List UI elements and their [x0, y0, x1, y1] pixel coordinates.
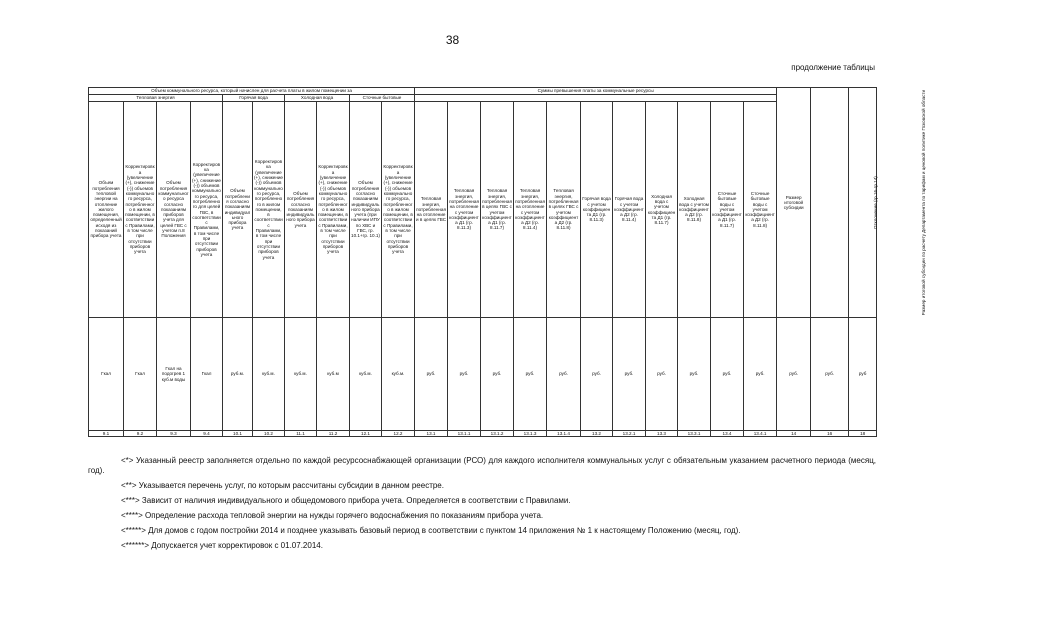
column-number: 13.4.1 — [744, 431, 777, 437]
header-cell: Холодная вода с учетом коэффициента Д2 (гр. 8.11.8) — [678, 102, 711, 318]
subgroup-cold-water: Холодная вода — [285, 95, 350, 102]
subsidy-registry-table — [88, 87, 927, 437]
column-number: 14 — [777, 431, 811, 437]
unit-cell: куб.м. — [382, 318, 415, 431]
header-cell: Горячая вода с учетом коэффициента Д1 (гр. 8.11.3) — [581, 102, 613, 318]
header-cell: Корректировка (увеличение (+), снижение (-)) объемов коммунального ресурса, потребленного в жилом помещении, в соответствии с Правилами, в том числе при отсутствии приборов учета — [317, 102, 350, 318]
column-number: 13.1 — [415, 431, 448, 437]
unit-cell: руб. — [448, 318, 481, 431]
header-cell: Объем потребления согласно показаниям индивидуального прибора учета (при наличии ИПУ по ХВС и ГВС, гр. 10.1+гр. 10.1) — [350, 102, 382, 318]
unit-cell: Гкал — [191, 318, 223, 431]
column-number: 9.1 — [89, 431, 124, 437]
column-number: 13.3.1 — [678, 431, 711, 437]
column-number: 16 — [811, 431, 849, 437]
unit-cell: куб.м. — [285, 318, 317, 431]
unit-cell: руб. — [811, 318, 849, 431]
header-cell: Объем потребления тепловой энергии на отопление жилого помещения, определенный исходя из показаний прибора учета — [89, 102, 124, 318]
column-number: 9.4 — [191, 431, 223, 437]
footnotes — [88, 456, 876, 556]
unit-cell: руб. — [415, 318, 448, 431]
unit-cell: куб.м. — [253, 318, 285, 431]
unit-cell: руб. — [613, 318, 646, 431]
unit-cell: руб. — [581, 318, 613, 431]
column-number: 13.1.3 — [514, 431, 547, 437]
header-cell: Сточные бытовые воды с учетом коэффициента Д2 (гр. 8.11.8) — [744, 102, 777, 318]
group-header-volume: Объем коммунального ресурса, который начислен для расчета платы в жилом помещении за — [89, 88, 415, 95]
unit-cell: руб. — [777, 318, 811, 431]
header-cell: Сточные бытовые воды с учетом коэффициента Д1 (гр. 8.11.7) — [711, 102, 744, 318]
column-number: 11.2 — [317, 431, 350, 437]
footnote: <***> Зависит от наличия индивидуального и общедомового прибора учета. Определяется в соответствии с Правилами. — [121, 496, 571, 505]
column-number: 12.1 — [350, 431, 382, 437]
header-cell: Корректировка (увеличение (+), снижение (-)) объемов коммунального ресурса, потребленного в жилом помещении, в соответствии с Правилами, в том числе при отсутствии приборов учета — [124, 102, 157, 318]
header-cell: Тепловая энергия, потребленная на отопление с учетом коэффициента Д2 (гр. 8.11.4) — [514, 102, 547, 318]
unit-cell: Гкал на подогрев 1 куб.м воды — [157, 318, 191, 431]
header-cell: Объем потребления согласно показаниям индивидуального прибора учета — [223, 102, 253, 318]
footnote: <**> Указывается перечень услуг, по которым рассчитаны субсидии в данном реестре. — [121, 481, 444, 490]
unit-cell: руб. — [711, 318, 744, 431]
unit-cell: куб.м — [317, 318, 350, 431]
footnote: <*****> Для домов с годом постройки 2014 и позднее указывать базовый период в соответствии с пунктом 14 приложения № 1 к настоящему Положению (месяц, год). — [121, 526, 741, 535]
header-cell: Холодная вода с учетом коэффициента Д1 (гр. 8.11.7) — [646, 102, 678, 318]
header-cell: Корректировка (увеличение (+), снижение (-)) объемов коммунального ресурса, потребленного в жилом помещении, в соответствии с Правилами, в том числе при отсутствии приборов учета — [253, 102, 285, 318]
column-number: 13.1.1 — [448, 431, 481, 437]
group-header-excess: Суммы превышения платы за коммунальные ресурсы — [415, 88, 777, 95]
header-cell: Горячая вода с учетом коэффициента Д2 (гр. 8.11.4) — [613, 102, 646, 318]
unit-cell: Гкал — [89, 318, 124, 431]
page-number: 38 — [445, 33, 460, 47]
column-number: 13.1.2 — [481, 431, 514, 437]
column-number: 11.1 — [285, 431, 317, 437]
subgroup-sewage: Сточные бытовые — [350, 95, 415, 102]
header-cell: Объем потребления согласно показаниям индивидуального прибора учета — [285, 102, 317, 318]
column-number: 9.3 — [157, 431, 191, 437]
footnote: <****> Определение расхода тепловой энергии на нужды горячего водоснабжения по показаниям прибора учета. — [121, 511, 544, 520]
subgroup-empty — [415, 95, 777, 102]
column-number: 10.2 — [253, 431, 285, 437]
header-cell: Тепловая энергия, потребленная в целях ГВС с учетом коэффициента Д1 (гр. 8.11.7) — [481, 102, 514, 318]
column-number: 13.4 — [711, 431, 744, 437]
header-cell: Объем потребления коммунального ресурса согласно показаниям приборов учета для целей ГВС с учетом п.8 Положения — [157, 102, 191, 318]
unit-cell: руб. — [646, 318, 678, 431]
unit-cell: руб — [849, 318, 877, 431]
table-continuation-label: продолжение таблицы — [791, 63, 875, 72]
column-number: 13.2.1 — [613, 431, 646, 437]
header-cell-vertical: Отклонение (гр.16-гр.14) — [849, 88, 877, 318]
header-row-group — [89, 88, 877, 95]
header-cell-vertical: Размер итоговой субсидии по расчету Департамента по тарифам и ценовой политике Псковской области — [811, 88, 849, 318]
column-number: 13.3 — [646, 431, 678, 437]
unit-cell: Гкал — [124, 318, 157, 431]
column-number: 12.2 — [382, 431, 415, 437]
footnote: <*> Указанный реестр заполняется отдельно по каждой ресурсоснабжающей организации (РСО) для каждого исполнителя коммунальных услуг с обязательным указанием расчетного периода (месяц, год). — [88, 456, 876, 475]
column-number: 10.1 — [223, 431, 253, 437]
header-cell: Корректировка (увеличение (+), снижение (-)) объемов коммунального ресурса, потребленного для целей ГВС, в соответствии с Правилами, в том числе при отсутствии приборов учета — [191, 102, 223, 318]
subgroup-heat: Тепловая энергия — [89, 95, 223, 102]
subgroup-hot-water: Горячая вода — [223, 95, 285, 102]
footnote: <******> Допускается учет корректировок с 01.07.2014. — [121, 541, 323, 550]
header-cell: Тепловая энергия, потребленная на отопление и в целях ГВС — [415, 102, 448, 318]
header-cell: Тепловая энергия, потребленная в целях ГВС с учетом коэффициента Д2 (гр. 8.11.8) — [547, 102, 581, 318]
header-cell: Размер итоговой субсидии — [777, 88, 811, 318]
header-cell: Корректировка (увеличение (+), снижение (-)) объемов коммунального ресурса, потребленного в жилом помещении, в соответствии с Правилами, в том числе при отсутствии приборов учета — [382, 102, 415, 318]
column-number: 9.2 — [124, 431, 157, 437]
header-row-subgroup — [89, 95, 877, 102]
header-row-columns — [89, 102, 877, 318]
unit-cell: руб. — [678, 318, 711, 431]
column-numbers-row — [89, 431, 877, 437]
column-number: 13.1.4 — [547, 431, 581, 437]
unit-cell: руб. — [547, 318, 581, 431]
unit-cell: руб. — [481, 318, 514, 431]
unit-cell: куб.м. — [350, 318, 382, 431]
header-cell: Тепловая энергия, потребленная на отопление с учетом коэффициента Д1 (гр. 8.11.3) — [448, 102, 481, 318]
column-number: 13.2 — [581, 431, 613, 437]
unit-cell: руб. — [514, 318, 547, 431]
unit-cell: руб.м. — [223, 318, 253, 431]
units-row — [89, 318, 877, 431]
unit-cell: руб. — [744, 318, 777, 431]
column-number: 18 — [849, 431, 877, 437]
